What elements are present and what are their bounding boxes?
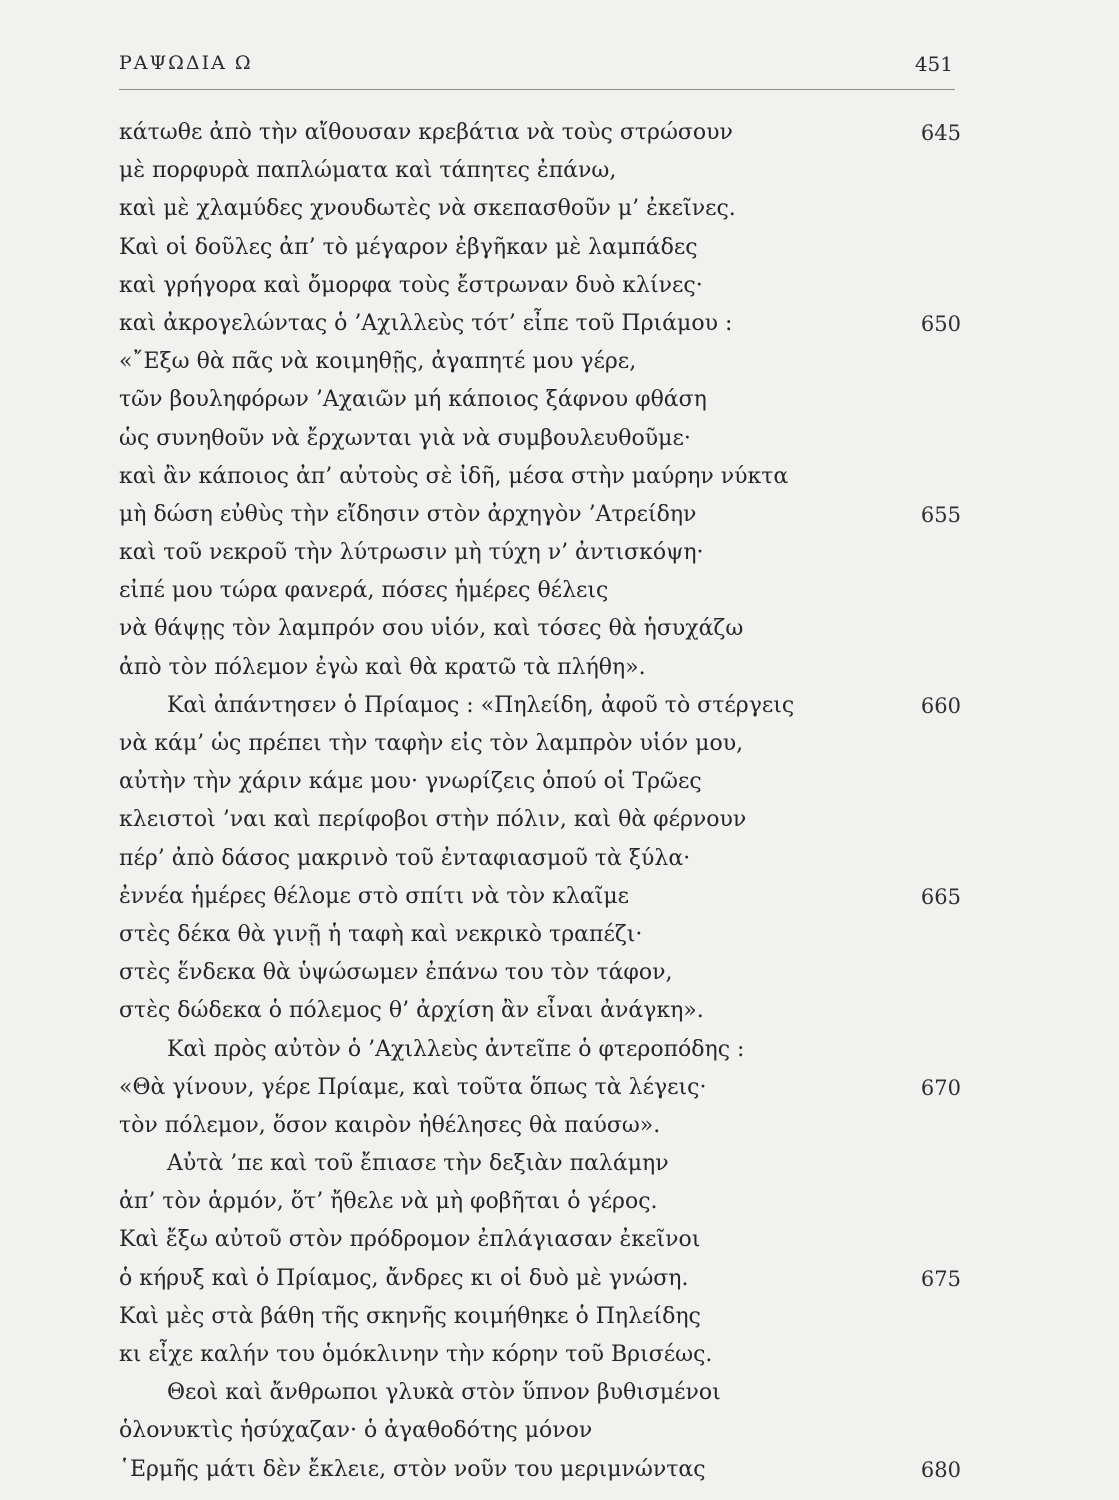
verse-text: κάτωθε ἀπὸ τὴν αἴθουσαν κρεβάτια νὰ τοὺς στρώσουν: [119, 120, 733, 145]
verse-line: [119, 1298, 961, 1336]
page-number: 451: [914, 52, 953, 76]
verse-text: Καὶ ἔξω αὐτοῦ στὸν πρόδρομον ἐπλάγιασαν ἐκεῖνοι: [119, 1227, 701, 1253]
verse-text: «Θὰ γίνουν, γέρε Πρίαμε, καὶ τοῦτα ὅπως τὰ λέγεις·: [119, 1074, 707, 1100]
verse-text: εἰπέ μου τώρα φανερά, πόσες ἡμέρες θέλεις: [119, 578, 609, 604]
verse-line: [119, 1183, 961, 1221]
page-header: [119, 52, 953, 86]
verse-line: [119, 1031, 961, 1069]
verse-line: [119, 1374, 961, 1412]
verse-line: [119, 1336, 961, 1374]
verse-text: Καὶ πρὸς αὐτὸν ὁ ’Αχιλλεὺς ἀντεῖπε ὁ φτεροπόδης :: [167, 1036, 745, 1062]
verse-text: καὶ μὲ χλαμύδες χνουδωτὲς νὰ σκεπασθοῦν μ’ ἐκεῖνες.: [119, 196, 736, 222]
verse-text: ὁλονυκτὶς ἡσύχαζαν· ὁ ἀγαθοδότης μόνον: [119, 1418, 593, 1444]
verse-text: νὰ κάμ’ ὡς πρέπει τὴν ταφὴν εἰς τὸν λαμπρὸν υἱόν μου,: [119, 731, 744, 756]
verse-line: [119, 458, 961, 496]
verse-line: [119, 152, 961, 190]
line-number: 655: [920, 502, 961, 527]
verse-text: στὲς ἕνδεκα θὰ ὑψώσωμεν ἐπάνω του τὸν τάφον,: [119, 960, 673, 986]
verse-text: καὶ ἀκρογελώντας ὁ ’Αχιλλεὺς τότ’ εἶπε τοῦ Πριάμου :: [119, 310, 733, 336]
verse-text: τῶν βουληφόρων ’Αχαιῶν μή κάποιος ξάφνου φθάση: [119, 387, 707, 413]
verse-line: [119, 916, 961, 954]
verse-line: [119, 1260, 961, 1298]
running-head: ΡΑΨΩΔΙΑ Ω: [119, 52, 253, 74]
verse-text: ῾Ερμῆς μάτι δὲν ἔκλειε, στὸν νοῦν του μεριμνώντας: [119, 1456, 706, 1482]
verse-line: [119, 801, 961, 839]
verse-text: ὁ κήρυξ καὶ ὁ Πρίαμος, ἄνδρες κι οἱ δυὸ μὲ γνώση.: [119, 1265, 689, 1291]
verse-line: [119, 878, 961, 916]
verse-line: [119, 725, 961, 763]
verse-text: ὡς συνηθοῦν νὰ ἔρχωνται γιὰ νὰ συμβουλευθοῦμε·: [119, 425, 691, 451]
verse-text: στὲς δώδεκα ὁ πόλεμος θ’ ἀρχίση ἂν εἶναι ἀνάγκη».: [119, 998, 704, 1024]
verse-line: [119, 534, 961, 572]
verse-text: καὶ τοῦ νεκροῦ τὴν λύτρωσιν μὴ τύχη ν’ ἀντισκόψη·: [119, 540, 704, 566]
verse-line: [119, 649, 961, 687]
verse-line: [119, 1451, 961, 1489]
verse-text: πέρ’ ἀπὸ δάσος μακρινὸ τοῦ ἐνταφιασμοῦ τὰ ξύλα·: [119, 845, 691, 871]
verse-line: [119, 381, 961, 419]
verse-text: Καὶ οἱ δοῦλες ἀπ’ τὸ μέγαρον ἐβγῆκαν μὲ λαμπάδες: [119, 234, 698, 260]
verse-block: [119, 114, 961, 1489]
line-number: 650: [920, 311, 961, 336]
verse-line: [119, 763, 961, 801]
line-number: 680: [920, 1457, 961, 1482]
verse-text: «῎Εξω θὰ πᾶς νὰ κοιμηθῇς, ἀγαπητέ μου γέρε,: [119, 349, 637, 375]
verse-line: [119, 840, 961, 878]
verse-text: ἀπὸ τὸν πόλεμον ἐγὼ καὶ θὰ κρατῶ τὰ πλήθη».: [119, 654, 646, 680]
verse-line: [119, 305, 961, 343]
verse-text: Καὶ ἀπάντησεν ὁ Πρίαμος : «Πηλείδη, ἀφοῦ τὸ στέργεις: [167, 692, 795, 718]
verse-text: τὸν πόλεμον, ὅσον καιρὸν ἠθέλησες θὰ παύσω».: [119, 1112, 661, 1138]
verse-line: [119, 267, 961, 305]
verse-text: νὰ θάψῃς τὸν λαμπρόν σου υἱόν, καὶ τόσες θὰ ἡσυχάζω: [119, 616, 744, 642]
line-number: 645: [920, 121, 961, 145]
verse-line: [119, 1145, 961, 1183]
verse-line: [119, 229, 961, 267]
verse-text: ἀπ’ τὸν ἁρμόν, ὅτ’ ἤθελε νὰ μὴ φοβῆται ὁ γέρος.: [119, 1189, 658, 1215]
verse-text: ἐννέα ἡμέρες θέλομε στὸ σπίτι νὰ τὸν κλαῖμε: [119, 883, 630, 909]
verse-line: [119, 687, 961, 725]
verse-text: στὲς δέκα θὰ γινῇ ἡ ταφὴ καὶ νεκρικὸ τραπέζι·: [119, 921, 643, 947]
verse-line: [119, 496, 961, 534]
verse-line: [119, 572, 961, 610]
verse-text: κλειστοὶ ’ναι καὶ περίφοβοι στὴν πόλιν, καὶ θὰ φέρνουν: [119, 807, 747, 833]
verse-line: [119, 190, 961, 228]
verse-text: Καὶ μὲς στὰ βάθη τῆς σκηνῆς κοιμήθηκε ὁ Πηλείδης: [119, 1303, 701, 1329]
verse-line: [119, 992, 961, 1030]
verse-line: [119, 420, 961, 458]
verse-line: [119, 610, 961, 648]
line-number: 665: [920, 884, 961, 909]
verse-line: [119, 343, 961, 381]
verse-line: [119, 114, 961, 152]
verse-line: [119, 1412, 961, 1450]
verse-text: Αὐτὰ ’πε καὶ τοῦ ἔπιασε τὴν δεξιὰν παλάμην: [167, 1151, 669, 1177]
header-rule: [119, 89, 955, 90]
line-number: 675: [920, 1266, 961, 1291]
line-number: 670: [920, 1075, 961, 1100]
line-number: 660: [920, 693, 961, 718]
verse-text: καὶ γρήγορα καὶ ὄμορφα τοὺς ἔστρωναν δυὸ κλίνες·: [119, 272, 703, 298]
verse-text: καὶ ἂν κάποιος ἀπ’ αὐτοὺς σὲ ἰδῆ, μέσα στὴν μαύρην νύκτα: [119, 463, 789, 489]
verse-line: [119, 1069, 961, 1107]
verse-text: κι εἶχε καλήν του ὁμόκλινην τὴν κόρην τοῦ Βρισέως.: [119, 1342, 713, 1367]
verse-line: [119, 954, 961, 992]
verse-text: αὐτὴν τὴν χάριν κάμε μου· γνωρίζεις ὁπού οἱ Τρῶες: [119, 769, 702, 795]
verse-text: μὴ δώση εὐθὺς τὴν εἴδησιν στὸν ἀρχηγὸν ’Ατρείδην: [119, 501, 697, 527]
verse-text: Θεοὶ καὶ ἄνθρωποι γλυκὰ στὸν ὕπνον βυθισμένοι: [167, 1380, 721, 1406]
verse-line: [119, 1221, 961, 1259]
verse-text: μὲ πορφυρὰ παπλώματα καὶ τάπητες ἐπάνω,: [119, 158, 617, 184]
verse-line: [119, 1107, 961, 1145]
